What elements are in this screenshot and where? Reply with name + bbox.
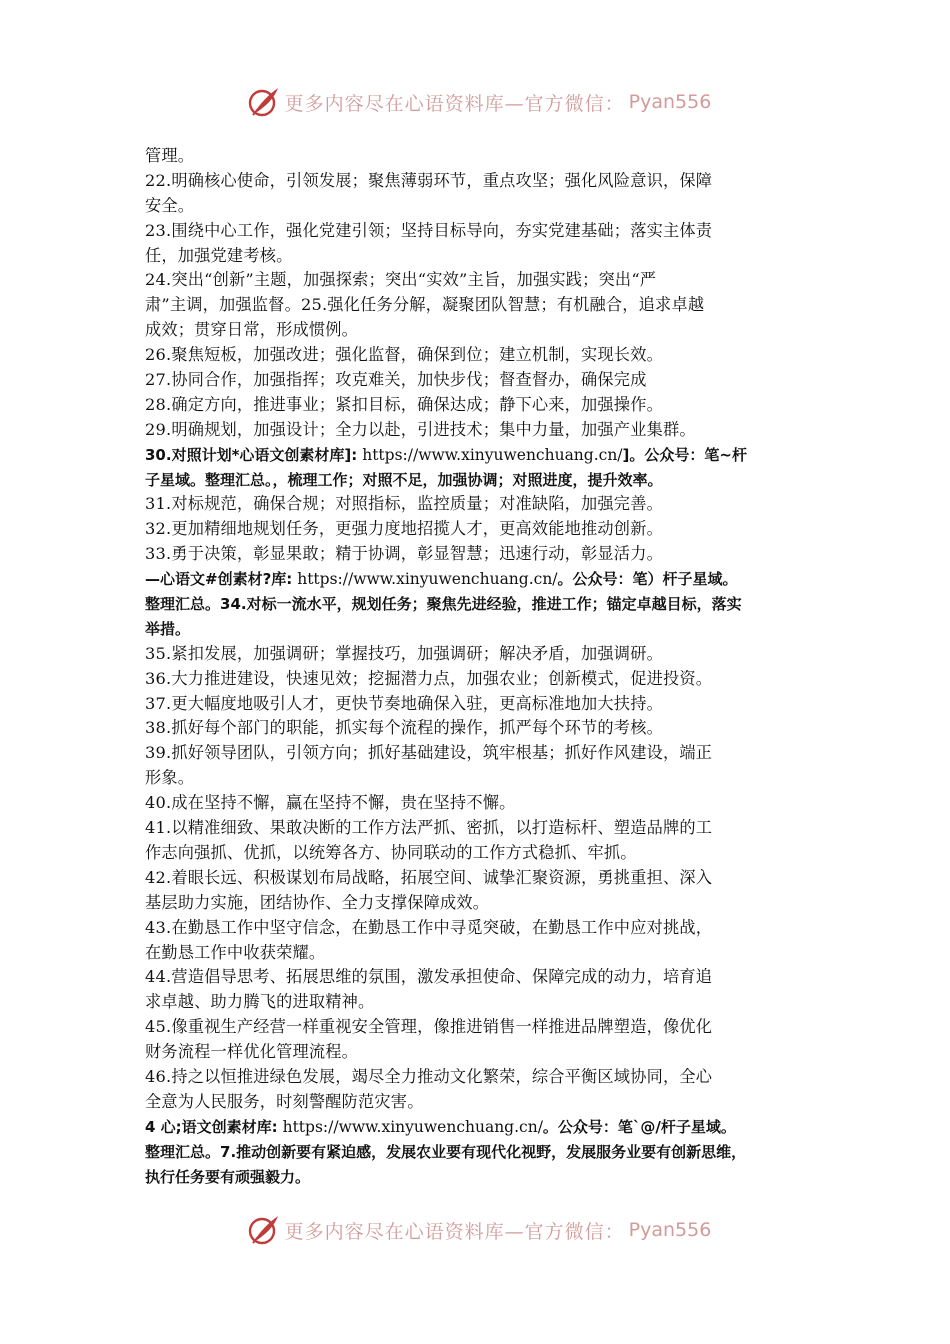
text-line [145, 592, 810, 617]
text-line [145, 1115, 810, 1140]
quill-logo-icon [245, 84, 281, 120]
text-line [145, 443, 810, 468]
text-line [145, 916, 810, 941]
text-line-content: 执行任务要有顽强毅力。 [145, 1167, 311, 1186]
url-text: https://www.xinyuwenchuang.cn/ [357, 445, 623, 464]
text-line-content: 38.抓好每个部门的职能，抓实每个流程的操作，抓严每个环节的考核。 [145, 718, 663, 738]
text-line-content: 24.突出“创新”主题，加强探索；突出“实效”主旨，加强实践；突出“严 [145, 270, 657, 290]
text-line-content: 举措。 [145, 619, 191, 638]
text-line-content: 肃”主调，加强监督。25.强化任务分解，凝聚团队智慧；有机融合，追求卓越 [145, 295, 705, 315]
text-line-content: 36.大力推进建设，快速见效；挖掘潜力点，加强农业；创新模式，促进投资。 [145, 668, 713, 688]
text-line [145, 244, 810, 269]
text-line [145, 791, 810, 816]
text-line-tail: 。公众号：笔）杆子星域。 [557, 570, 738, 589]
text-line-content: 32.更加精细地规划任务，更强力度地招揽人才，更高效能地推动创新。 [145, 519, 663, 539]
text-line [145, 418, 810, 443]
text-line [145, 866, 810, 891]
text-line [145, 343, 810, 368]
text-line-content: 4 心;语文创素材库: [145, 1117, 278, 1136]
text-line-content: 29.明确规划，加强设计；全力以赴，引进技术；集中力量，加强产业集群。 [145, 419, 696, 439]
text-line-content: 成效；贯穿日常，形成惯例。 [145, 320, 359, 340]
header-watermark-text: 更多内容尽在心语资料库—官方微信： [284, 92, 625, 115]
url-text: https://www.xinyuwenchuang.cn/ [277, 1117, 543, 1136]
text-line [145, 716, 810, 741]
text-line-content: 40.成在坚持不懈，赢在坚持不懈，贵在坚持不懈。 [145, 793, 516, 813]
text-line [145, 567, 810, 592]
text-line-content: 基层助力实施，团结协作、全力支撑保障成效。 [145, 892, 490, 912]
text-line-content: 整理汇总。34.对标一流水平，规划任务；聚焦先进经验，推进工作；锚定卓越目标，落实 [145, 595, 742, 614]
text-line-content: 求卓越、助力腾飞的进取精神。 [145, 992, 375, 1012]
text-line [145, 741, 810, 766]
text-line-content: 35.紧扣发展，加强调研；掌握技巧，加强调研；解决矛盾，加强调研。 [145, 643, 663, 663]
text-line-content: 26.聚焦短板，加强改进；强化监督，确保到位；建立机制，实现长效。 [145, 345, 663, 365]
text-line [145, 194, 810, 219]
text-line-content: 安全。 [145, 195, 195, 215]
text-line-content: 39.抓好领导团队，引领方向；抓好基础建设，筑牢根基；抓好作风建设，端正 [145, 743, 713, 763]
footer-wechat-id: Pyan556 [628, 1219, 712, 1241]
text-line [145, 1065, 810, 1090]
text-line [145, 492, 810, 517]
text-line-content: 41.以精准细致、果敢决断的工作方法严抓、密抓，以打造标杆、塑造品牌的工 [145, 818, 713, 838]
text-line-content: 子星域。整理汇总。，梳理工作；对照不足，加强协调；对照进度，提升效率。 [145, 470, 663, 489]
text-line [145, 692, 810, 717]
text-line-content: 31.对标规范，确保合规；对照指标，监控质量；对准缺陷，加强完善。 [145, 494, 663, 514]
text-line [145, 766, 810, 791]
text-line [145, 293, 810, 318]
footer-watermark-text: 更多内容尽在心语资料库—官方微信： [284, 1220, 625, 1243]
text-line [145, 617, 810, 642]
text-line [145, 169, 810, 194]
quill-logo-icon [245, 1212, 281, 1248]
text-line-content: 44.营造倡导思考、拓展思维的氛围，激发承担使命、保障完成的动力，培育追 [145, 967, 713, 987]
text-line-content: 22.明确核心使命，引领发展；聚焦薄弱环节，重点攻坚；强化风险意识，保障 [145, 170, 713, 190]
text-line [145, 1015, 810, 1040]
text-line-content: 27.协同合作，加强指挥；攻克难关，加快步伐；督查督办，确保完成 [145, 370, 647, 390]
text-line [145, 941, 810, 966]
text-line [145, 1165, 810, 1190]
text-line-content: 43.在勤恳工作中坚守信念，在勤恳工作中寻觅突破，在勤恳工作中应对挑战， [145, 917, 713, 937]
text-line [145, 219, 810, 244]
text-line [145, 393, 810, 418]
text-line-tail: ]。公众号：笔~杆 [622, 445, 747, 464]
text-line-content: 管理。 [145, 146, 195, 165]
text-line-tail: 。公众号：笔`@/杆子星域。 [542, 1117, 736, 1136]
text-line [145, 891, 810, 916]
text-line [145, 1090, 810, 1115]
text-line-content: 任，加强党建考核。 [145, 245, 293, 265]
footer-watermark [0, 1210, 950, 1250]
text-line [145, 1140, 810, 1165]
text-line [145, 667, 810, 692]
text-line-content: 在勤恳工作中收获荣耀。 [145, 942, 326, 962]
text-line [145, 268, 810, 293]
text-line-content: 33.勇于决策，彰显果敢；精于协调，彰显智慧；迅速行动，彰显活力。 [145, 544, 663, 564]
header-wechat-id: Pyan556 [628, 91, 712, 113]
text-line [145, 990, 810, 1015]
text-line-content: 23.围绕中心工作，强化党建引领；坚持目标导向，夯实党建基础；落实主体责 [145, 220, 713, 240]
text-line-content: 46.持之以恒推进绿色发展，竭尽全力推动文化繁荣，综合平衡区域协同，全心 [145, 1066, 713, 1086]
text-line-content: 30.对照计划*心语文创素材库]: [145, 445, 358, 464]
text-line [145, 368, 810, 393]
text-line-content: 全意为人民服务，时刻警醒防范灾害。 [145, 1091, 424, 1111]
text-line-content: 37.更大幅度地吸引人才，更快节奏地确保入驻，更高标准地加大扶持。 [145, 693, 663, 713]
text-line [145, 642, 810, 667]
text-line [145, 542, 810, 567]
text-line-content: 整理汇总。7.推动创新要有紧迫感，发展农业要有现代化视野，发展服务业要有创新思维， [145, 1142, 747, 1161]
text-line-content: 45.像重视生产经营一样重视安全管理，像推进销售一样推进品牌塑造，像优化 [145, 1017, 713, 1037]
text-line-content: 形象。 [145, 768, 195, 788]
text-line [145, 841, 810, 866]
document-body [145, 144, 810, 1189]
text-line [145, 144, 810, 169]
text-line [145, 965, 810, 990]
text-line-content: 28.确定方向，推进事业；紧扣目标，确保达成；静下心来，加强操作。 [145, 394, 663, 414]
text-line [145, 816, 810, 841]
text-line-content: 作志向强抓、优抓，以统筹各方、协同联动的工作方式稳抓、牢抓。 [145, 842, 637, 862]
text-line [145, 318, 810, 343]
text-line-content: 财务流程一样优化管理流程。 [145, 1042, 359, 1062]
header-watermark [0, 82, 950, 122]
url-text: https://www.xinyuwenchuang.cn/ [292, 570, 558, 589]
text-line [145, 1040, 810, 1065]
text-line-content: 42.着眼长远、积极谋划布局战略，拓展空间、诚挚汇聚资源，勇挑重担、深入 [145, 867, 713, 887]
text-line [145, 517, 810, 542]
text-line [145, 468, 810, 493]
text-line-content: —心语文#创素材?库: [145, 570, 293, 589]
